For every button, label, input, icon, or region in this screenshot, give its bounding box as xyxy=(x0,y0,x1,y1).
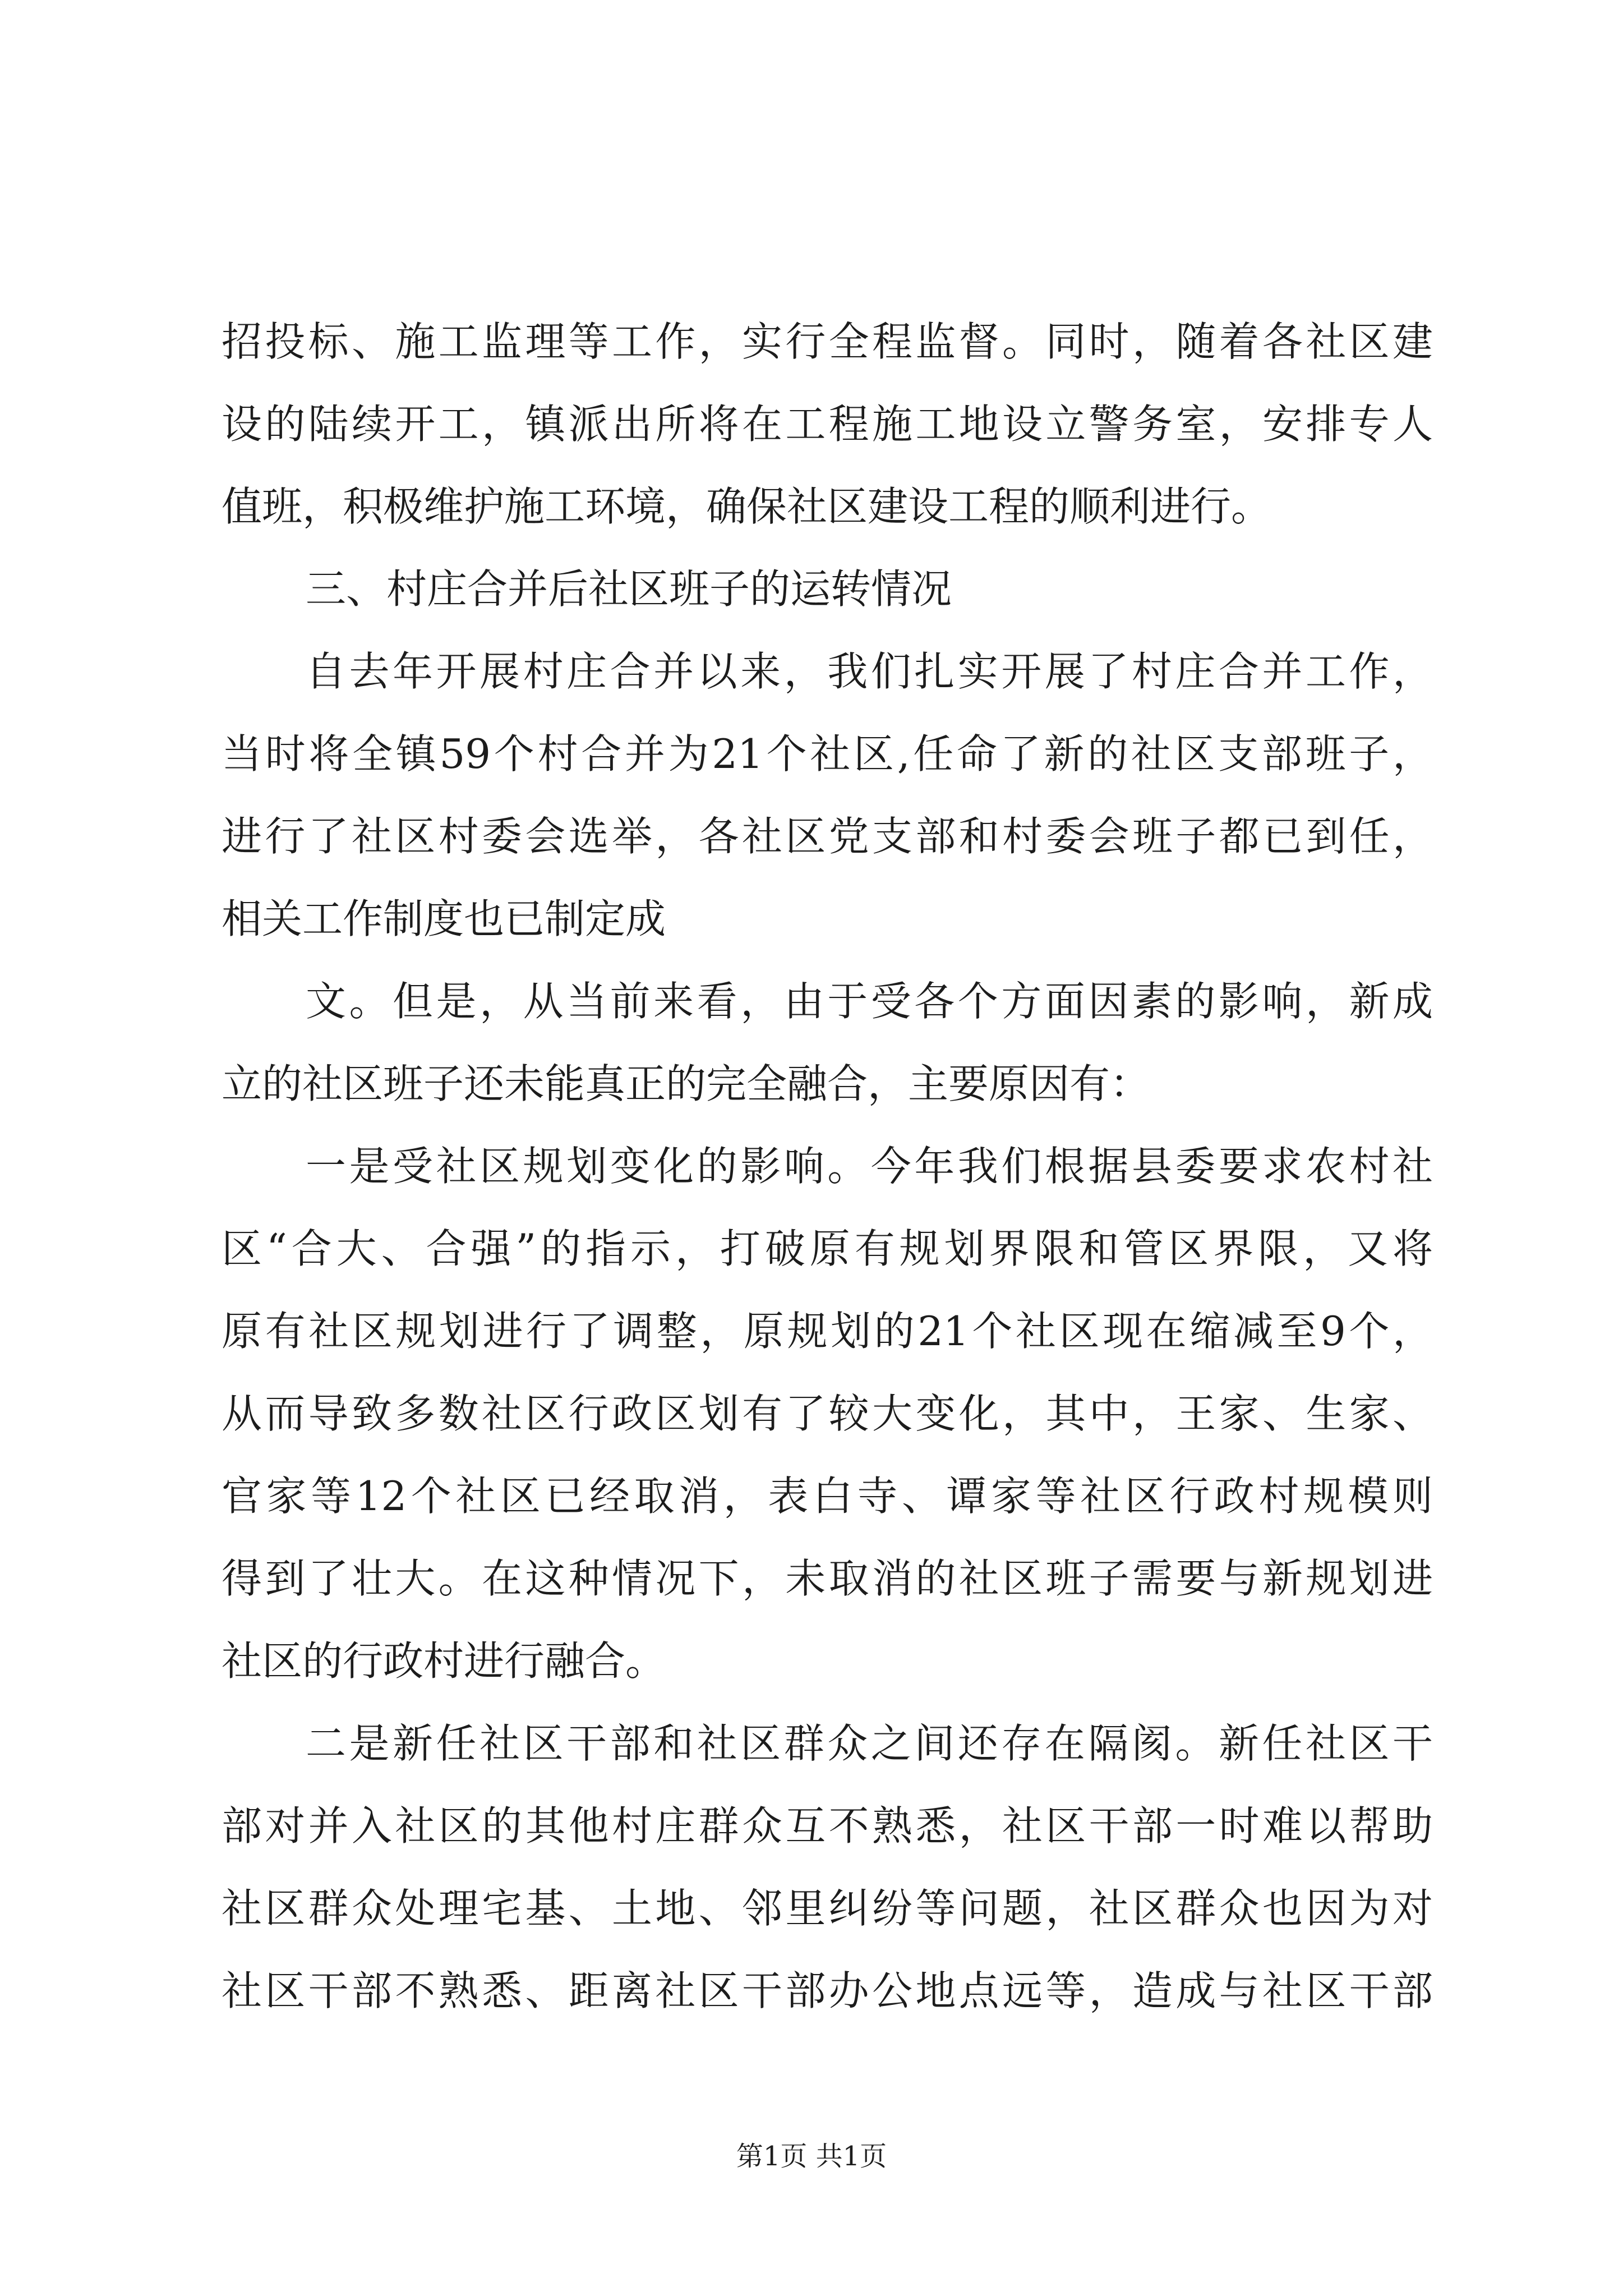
text-line: 自去年开展村庄合并以来，我们扎实开展了村庄合并工作， xyxy=(306,648,1433,695)
section-heading: 三、村庄合并后社区班子的运转情况 xyxy=(306,565,952,613)
text-line: 立的社区班子还未能真正的完全融合，主要原因有： xyxy=(222,1060,1151,1107)
text-line: 文。但是，从当前来看，由于受各个方面因素的影响，新成 xyxy=(306,978,1433,1025)
text-line: 得到了壮大。在这种情况下，未取消的社区班子需要与新规划进 xyxy=(222,1555,1433,1602)
text-line: 值班，积极维护施工环境，确保社区建设工程的顺利进行。 xyxy=(222,483,1272,530)
text-line: 招投标、施工监理等工作，实行全程监督。同时，随着各社区建 xyxy=(222,318,1433,365)
text-line: 官家等12个社区已经取消，表白寺、谭家等社区行政村规模则 xyxy=(222,1473,1433,1520)
text-line: 设的陆续开工，镇派出所将在工程施工地设立警务室，安排专人 xyxy=(222,401,1433,448)
text-line: 社区的行政村进行融合。 xyxy=(222,1637,666,1685)
text-line: 一是受社区规划变化的影响。今年我们根据县委要求农村社 xyxy=(306,1143,1433,1190)
text-line: 从而导致多数社区行政区划有了较大变化，其中，王家、生家、 xyxy=(222,1390,1433,1437)
text-line: 部对并入社区的其他村庄群众互不熟悉，社区干部一时难以帮助 xyxy=(222,1802,1433,1849)
text-line: 进行了社区村委会选举，各社区党支部和村委会班子都已到任， xyxy=(222,813,1433,860)
text-line: 社区干部不熟悉、距离社区干部办公地点远等，造成与社区干部 xyxy=(222,1967,1433,2014)
body-text xyxy=(222,301,1433,2032)
text-line: 原有社区规划进行了调整，原规划的21个社区现在缩减至9个， xyxy=(222,1308,1433,1355)
text-line: 当时将全镇59个村合并为21个社区,任命了新的社区支部班子， xyxy=(222,730,1433,777)
page-number: 第1页 共1页 xyxy=(736,2141,887,2172)
text-line: 二是新任社区干部和社区群众之间还存在隔阂。新任社区干 xyxy=(306,1720,1433,1767)
text-line: 相关工作制度也已制定成 xyxy=(222,895,666,942)
text-line: 区“合大、合强”的指示，打破原有规划界限和管区界限，又将 xyxy=(222,1225,1433,1272)
text-line: 社区群众处理宅基、土地、邻里纠纷等问题，社区群众也因为对 xyxy=(222,1885,1433,1932)
